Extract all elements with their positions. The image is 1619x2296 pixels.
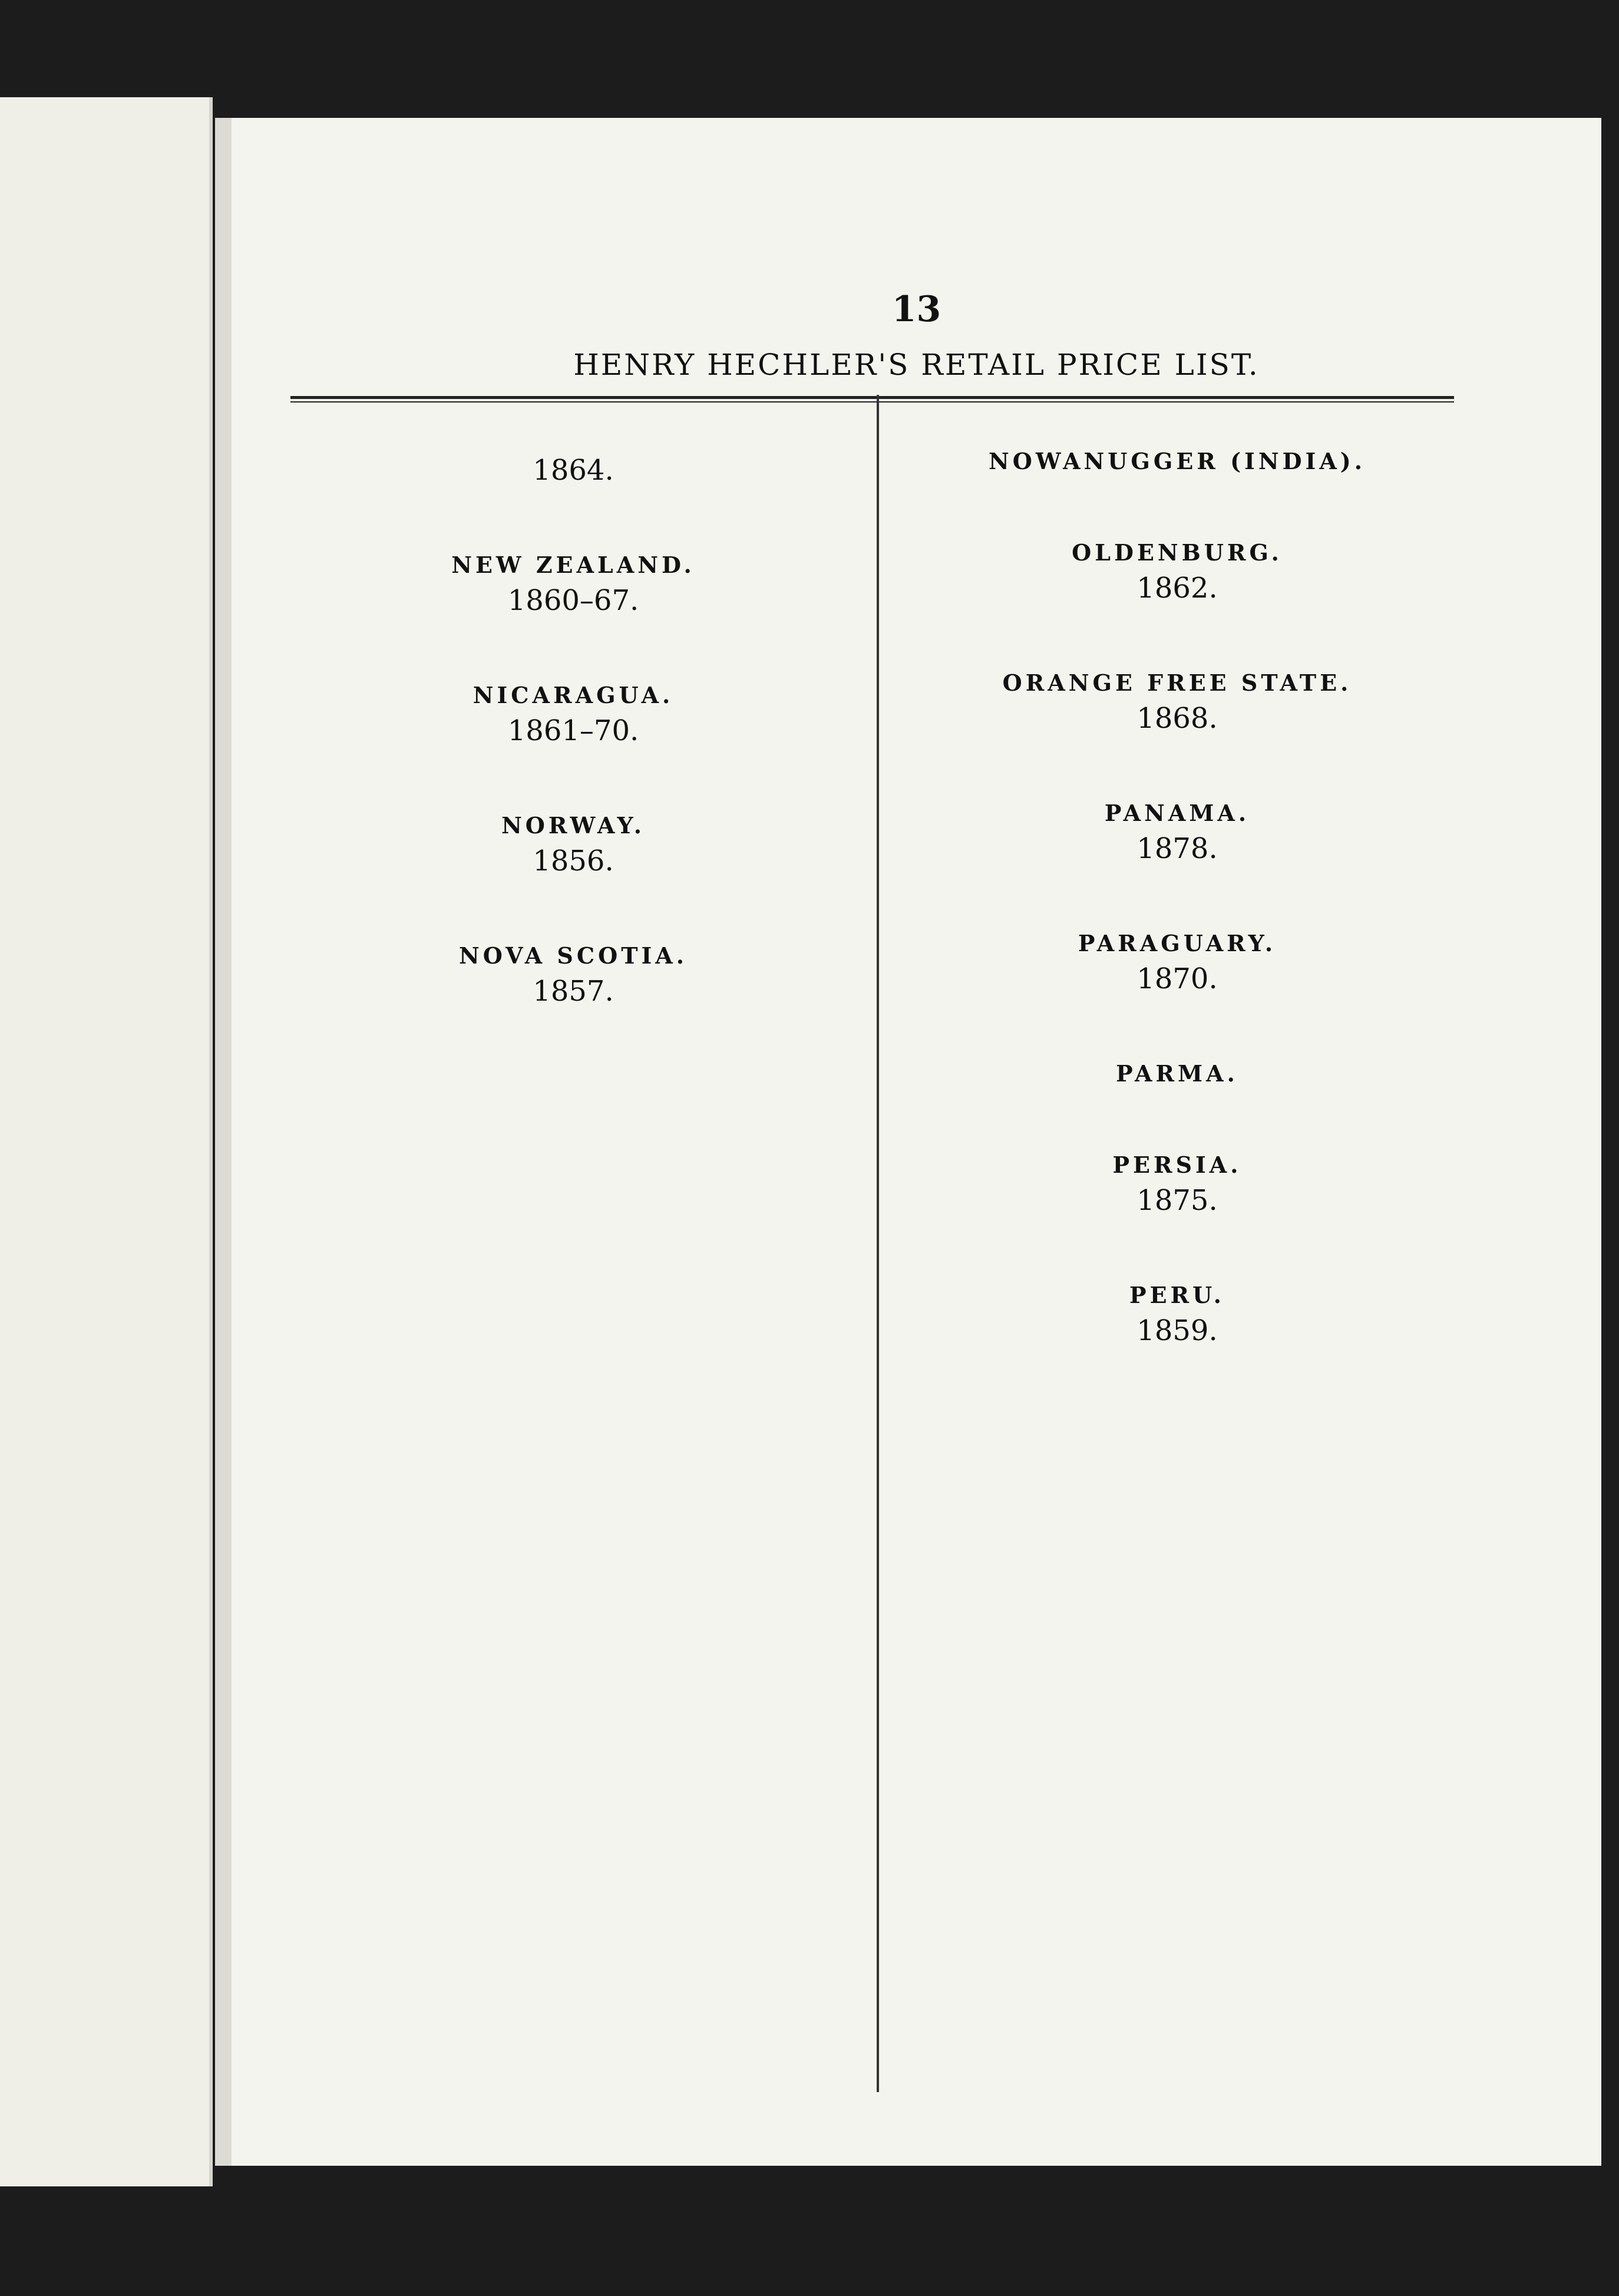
country-heading: NICARAGUA. — [473, 682, 674, 708]
year-heading: 1864. — [533, 454, 614, 487]
country-heading: NORWAY. — [501, 812, 645, 839]
country-block — [894, 800, 1460, 865]
country-heading: OLDENBURG. — [1072, 539, 1283, 566]
year-heading: 1862. — [1136, 572, 1218, 605]
country-block — [290, 552, 856, 617]
country-heading: PERSIA. — [1112, 1152, 1242, 1178]
year-heading: 1857. — [533, 975, 614, 1008]
country-heading: NOVA SCOTIA. — [459, 942, 688, 969]
right-column — [894, 448, 1460, 1412]
year-heading: 1861–70. — [507, 714, 639, 747]
country-heading: PARAGUARY. — [1078, 930, 1277, 956]
country-block — [290, 682, 856, 747]
price-list-page — [215, 118, 1601, 2166]
country-heading: PANAMA. — [1104, 800, 1250, 826]
country-heading: NEW ZEALAND. — [451, 552, 695, 578]
country-block — [894, 1060, 1460, 1087]
year-heading: 1859. — [1136, 1314, 1218, 1347]
left-column — [290, 448, 856, 1073]
column-divider — [877, 395, 879, 2092]
country-heading: NOWANUGGER (INDIA). — [988, 448, 1366, 474]
year-heading: 1860–67. — [507, 584, 639, 617]
country-block — [894, 669, 1460, 735]
country-block — [894, 539, 1460, 605]
year-heading: 1870. — [1136, 962, 1218, 995]
page-number: 13 — [891, 289, 941, 330]
country-block — [290, 812, 856, 878]
country-heading: PERU. — [1129, 1282, 1225, 1308]
country-block — [894, 930, 1460, 995]
year-heading: 1875. — [1136, 1184, 1218, 1217]
country-block — [894, 1152, 1460, 1217]
country-block — [290, 454, 856, 487]
header-rule — [290, 396, 1454, 403]
country-block — [894, 1282, 1460, 1347]
year-heading: 1856. — [533, 844, 614, 878]
country-block — [894, 448, 1460, 474]
year-heading: 1878. — [1136, 832, 1218, 865]
country-block — [290, 942, 856, 1008]
country-heading: ORANGE FREE STATE. — [1002, 669, 1352, 696]
facing-page — [0, 97, 213, 2186]
country-heading: PARMA. — [1116, 1060, 1238, 1087]
year-heading: 1868. — [1136, 702, 1218, 735]
running-head: HENRY HECHLER'S RETAIL PRICE LIST. — [573, 348, 1260, 382]
